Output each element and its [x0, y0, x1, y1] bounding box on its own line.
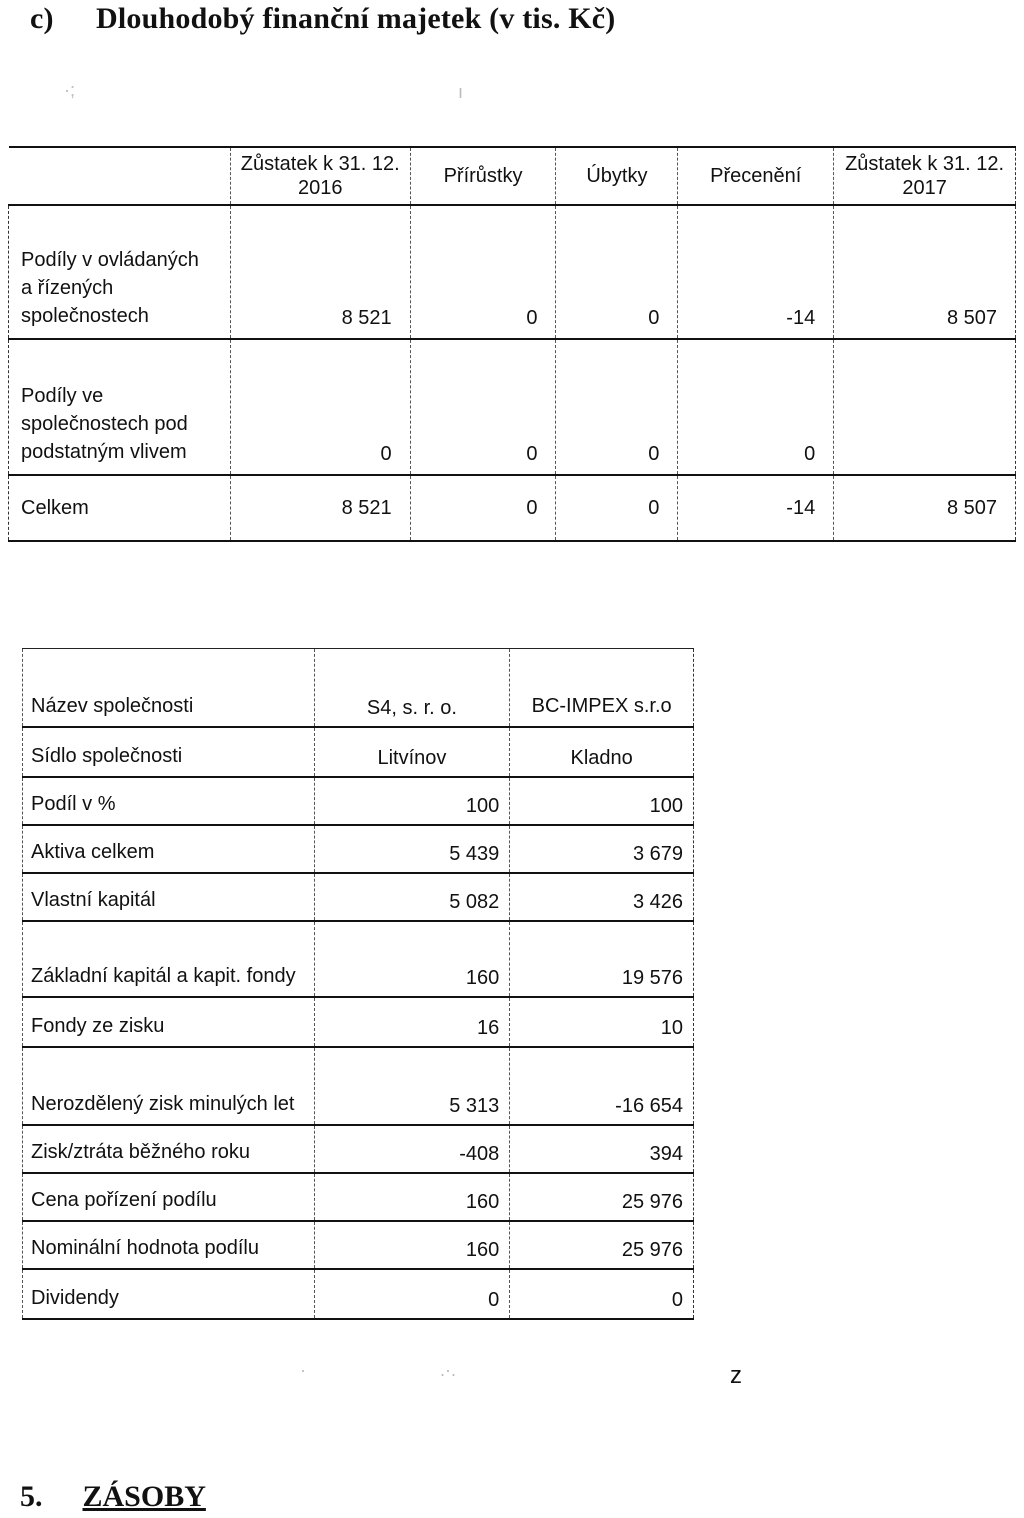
- table-cell: 160: [314, 921, 510, 997]
- row-label: Podíly v ovládaných a řízených společnostech: [9, 205, 231, 339]
- column-header: [9, 147, 231, 205]
- scan-smudge: ·;: [64, 80, 75, 100]
- table-row: [23, 777, 694, 825]
- table-row: [23, 1173, 694, 1221]
- column-header: Zůstatek k 31. 12. 2017: [834, 147, 1016, 205]
- column-header: Přecenění: [678, 147, 834, 205]
- table-cell: 100: [314, 777, 510, 825]
- scan-smudge: .·.: [440, 1360, 456, 1380]
- row-label: Nerozdělený zisk minulých let: [23, 1047, 315, 1125]
- table-cell: -14: [678, 205, 834, 339]
- table-cell: 10: [510, 997, 694, 1047]
- table-cell: 3 426: [510, 873, 694, 921]
- table-cell: Kladno: [510, 727, 694, 777]
- table-cell: 0: [556, 475, 678, 541]
- table-row: [9, 205, 1016, 339]
- table-cell: 160: [314, 1221, 510, 1269]
- table-row: [23, 825, 694, 873]
- table-row: [23, 1125, 694, 1173]
- row-label: Základní kapitál a kapit. fondy: [23, 921, 315, 997]
- row-label: Vlastní kapitál: [23, 873, 315, 921]
- table-cell: 25 976: [510, 1173, 694, 1221]
- table-cell: 394: [510, 1125, 694, 1173]
- row-label: Zisk/ztráta běžného roku: [23, 1125, 315, 1173]
- table-row: [23, 1221, 694, 1269]
- company-name: S4, s. r. o.: [314, 649, 510, 727]
- subsidiaries-table: [22, 648, 694, 1320]
- table-cell: 0: [556, 205, 678, 339]
- table-cell: Litvínov: [314, 727, 510, 777]
- table-cell: 5 439: [314, 825, 510, 873]
- table-cell: 19 576: [510, 921, 694, 997]
- row-label: Celkem: [9, 475, 231, 541]
- table-row: [23, 1269, 694, 1319]
- table-cell: 8 521: [230, 205, 410, 339]
- table-cell: 0: [556, 339, 678, 475]
- table-header-row: [23, 649, 694, 727]
- row-label: Název společnosti: [23, 649, 315, 727]
- column-header: Přírůstky: [410, 147, 556, 205]
- table-cell: 3 679: [510, 825, 694, 873]
- row-label: Dividendy: [23, 1269, 315, 1319]
- table-cell: 0: [230, 339, 410, 475]
- row-label: Podíly ve společnostech pod podstatným vlivem: [9, 339, 231, 475]
- section-heading-zasoby: [20, 1480, 206, 1514]
- table-cell: 0: [510, 1269, 694, 1319]
- table-cell: 25 976: [510, 1221, 694, 1269]
- table-cell: -16 654: [510, 1047, 694, 1125]
- table-cell: -408: [314, 1125, 510, 1173]
- table-cell: 0: [678, 339, 834, 475]
- table-cell: 8 507: [834, 205, 1016, 339]
- scan-smudge: ı: [458, 82, 464, 102]
- table-cell: 5 313: [314, 1047, 510, 1125]
- row-label: Fondy ze zisku: [23, 997, 315, 1047]
- row-label: Sídlo společnosti: [23, 727, 315, 777]
- table-row: [23, 1047, 694, 1125]
- table-cell: [834, 339, 1016, 475]
- table-cell: 8 507: [834, 475, 1016, 541]
- table-cell: 100: [510, 777, 694, 825]
- table-cell: 0: [410, 339, 556, 475]
- row-label: Aktiva celkem: [23, 825, 315, 873]
- table-cell: 0: [314, 1269, 510, 1319]
- table-row: [23, 727, 694, 777]
- table-cell: 0: [410, 205, 556, 339]
- column-header: Zůstatek k 31. 12. 2016: [230, 147, 410, 205]
- table-cell: 0: [410, 475, 556, 541]
- row-label: Nominální hodnota podílu: [23, 1221, 315, 1269]
- table-row: [23, 997, 694, 1047]
- column-header: Úbytky: [556, 147, 678, 205]
- section-title: ZÁSOBY: [82, 1480, 206, 1513]
- table-cell: 16: [314, 997, 510, 1047]
- table-cell: 160: [314, 1173, 510, 1221]
- company-name: BC-IMPEX s.r.o: [510, 649, 694, 727]
- financial-assets-table: [8, 146, 1016, 542]
- stray-character: z: [730, 1362, 742, 1389]
- table-header-row: [9, 147, 1016, 205]
- table-row-total: [9, 475, 1016, 541]
- section-heading: [30, 2, 616, 36]
- table-row: [23, 873, 694, 921]
- row-label: Podíl v %: [23, 777, 315, 825]
- scan-smudge: ·: [300, 1360, 306, 1380]
- section-number: 5.: [20, 1480, 43, 1513]
- heading-text: Dlouhodobý finanční majetek (v tis. Kč): [96, 2, 616, 35]
- table-row: [9, 339, 1016, 475]
- row-label: Cena pořízení podílu: [23, 1173, 315, 1221]
- table-row: [23, 921, 694, 997]
- table-cell: -14: [678, 475, 834, 541]
- table-cell: 5 082: [314, 873, 510, 921]
- heading-marker: c): [30, 2, 54, 35]
- table-cell: 8 521: [230, 475, 410, 541]
